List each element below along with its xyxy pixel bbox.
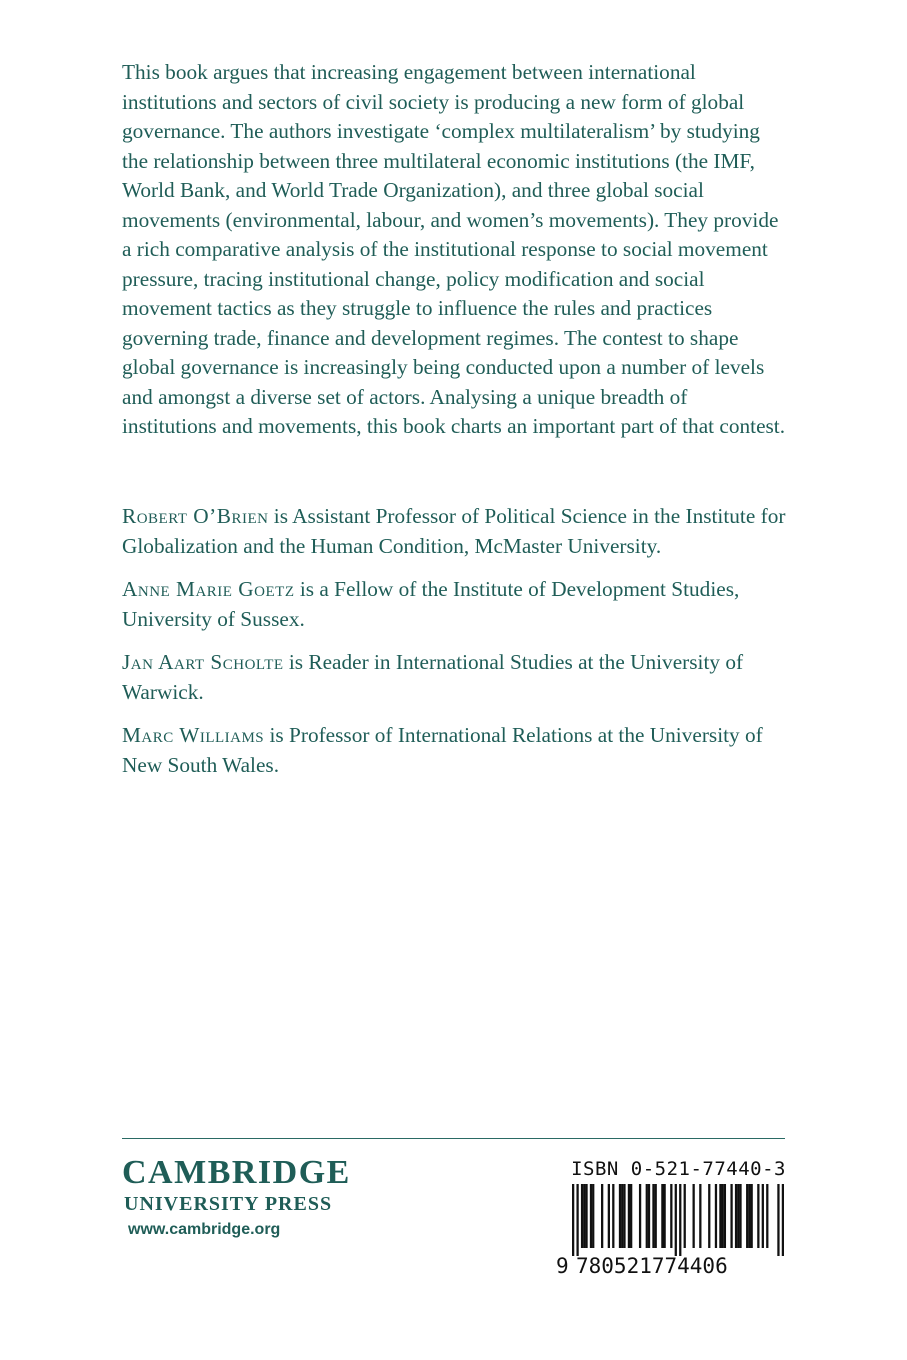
barcode-bar xyxy=(715,1184,717,1248)
barcode-bar xyxy=(663,1184,665,1248)
author-bio-3 xyxy=(122,648,787,707)
author-bio-2 xyxy=(122,575,787,634)
barcode-bar xyxy=(746,1184,748,1248)
barcode-bar xyxy=(652,1184,654,1248)
barcode-bar xyxy=(739,1184,741,1248)
barcode-bar xyxy=(748,1184,750,1248)
barcode-bar xyxy=(583,1184,585,1248)
author-name: Anne Marie Goetz xyxy=(122,577,295,601)
barcode-bar xyxy=(757,1184,759,1248)
barcode-bar xyxy=(708,1184,710,1248)
author-bio-1 xyxy=(122,502,787,561)
publisher-url: www.cambridge.org xyxy=(128,1221,281,1238)
barcode-bar xyxy=(699,1184,701,1248)
barcode-bar xyxy=(590,1184,592,1248)
barcode-bar xyxy=(608,1184,610,1248)
barcode-bars xyxy=(572,1184,784,1256)
barcode-bar xyxy=(628,1184,630,1248)
barcode-bar xyxy=(782,1184,784,1256)
author-name: Marc Williams xyxy=(122,723,265,747)
barcode-lead-digit: 9 xyxy=(556,1254,569,1278)
barcode-bar xyxy=(684,1184,686,1248)
author-bios xyxy=(122,502,787,794)
divider xyxy=(122,1138,785,1139)
barcode-bar xyxy=(601,1184,603,1248)
book-description: This book argues that increasing engagement between international institutions and sectors of civil society is producing a new form of global governance. The authors investigate ‘complex multilateralism’ by studying the relationship between three multilateral economic institutions (the IMF, World Bank, and World Trade Organization), and three global social movements (environmental, labour, and women’s movements). They provide a rich comparative analysis of the institutional response to social movement pressure, tracing institutional change, policy modification and social movement tactics as they struggle to influence the rules and practices governing trade, finance and development regimes. The contest to shape global governance is increasingly being conducted upon a number of levels and amongst a diverse set of actors. Analysing a unique breadth of institutions and movements, this book charts an important part of that contest. xyxy=(122,60,786,438)
barcode-bar xyxy=(623,1184,625,1248)
publisher-logo xyxy=(122,1156,351,1240)
barcode-bar xyxy=(572,1184,574,1256)
publisher-subtitle: UNIVERSITY PRESS xyxy=(124,1193,333,1215)
barcode-bar xyxy=(719,1184,721,1248)
barcode-bar xyxy=(675,1184,677,1256)
barcode-bar xyxy=(648,1184,650,1248)
author-name: Robert O’Brien xyxy=(122,504,269,528)
barcode-bar xyxy=(639,1184,641,1248)
barcode-bar xyxy=(612,1184,614,1248)
barcode-bar xyxy=(619,1184,621,1248)
barcode-bar xyxy=(592,1184,594,1248)
barcode-bar xyxy=(655,1184,657,1248)
barcode-bar xyxy=(751,1184,753,1248)
author-bio-4 xyxy=(122,721,787,780)
barcode-bar xyxy=(670,1184,672,1248)
barcode-bar xyxy=(737,1184,739,1248)
barcode-bar xyxy=(762,1184,764,1248)
isbn-label: ISBN 0-521-77440-3 xyxy=(571,1158,786,1180)
barcode-bar xyxy=(661,1184,663,1248)
barcode-bar xyxy=(722,1184,724,1248)
barcode-bar xyxy=(585,1184,587,1248)
author-description: is Assistant Professor of Political Science in the Institute for Globalization and the Human Condition, McMaster University. xyxy=(122,504,786,558)
barcode-bar xyxy=(621,1184,623,1248)
barcode-bar xyxy=(724,1184,726,1248)
barcode-bar xyxy=(735,1184,737,1248)
barcode-bar xyxy=(730,1184,732,1248)
author-description: is Reader in International Studies at the University of Warwick. xyxy=(122,650,744,704)
barcode-bar xyxy=(777,1184,779,1256)
author-name: Jan Aart Scholte xyxy=(122,650,284,674)
barcode-bar xyxy=(630,1184,632,1248)
barcode-bar xyxy=(679,1184,681,1256)
author-description: is Professor of International Relations at the University of New South Wales. xyxy=(122,723,763,777)
barcode-bar xyxy=(576,1184,578,1256)
barcode-bar xyxy=(581,1184,583,1248)
barcode-bar xyxy=(646,1184,648,1248)
publisher-name: CAMBRIDGE xyxy=(122,1154,351,1191)
isbn-barcode xyxy=(556,1158,786,1278)
barcode-bar xyxy=(766,1184,768,1248)
author-description: is a Fellow of the Institute of Development Studies, University of Sussex. xyxy=(122,577,740,631)
barcode-number xyxy=(556,1254,728,1278)
barcode-digit-string: 780521774406 xyxy=(576,1254,728,1278)
barcode-bar xyxy=(693,1184,695,1248)
